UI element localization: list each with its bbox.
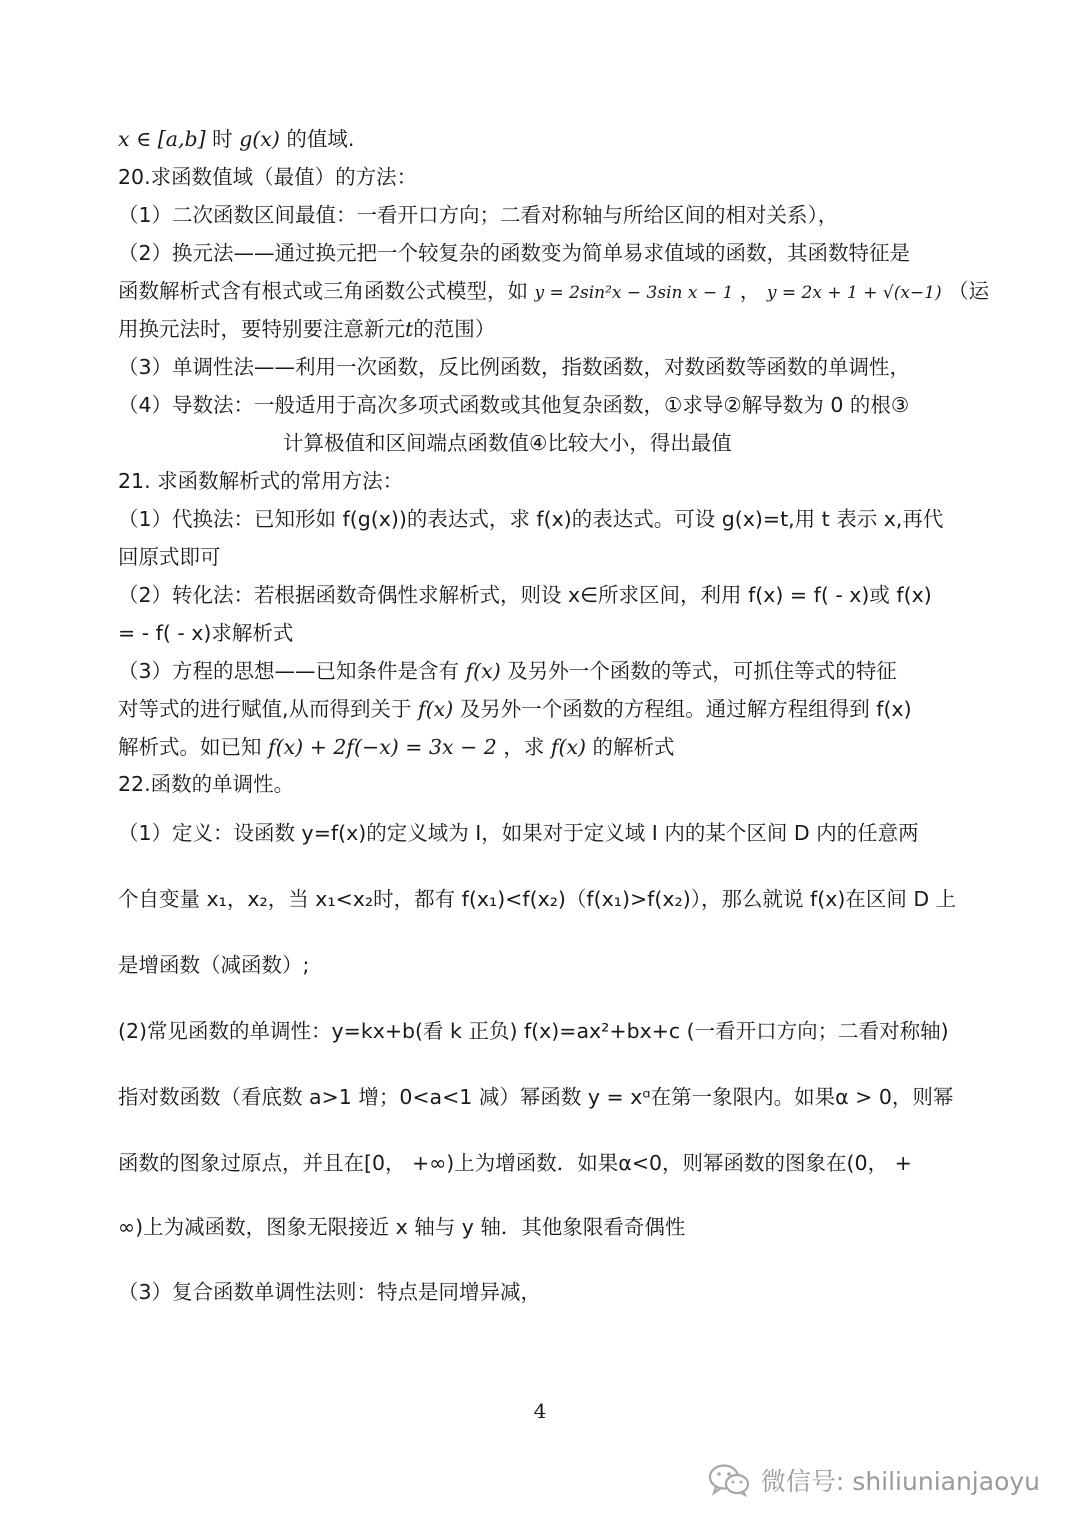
math-expression: y = 2sin²x − 3sin x − 1 xyxy=(534,283,734,303)
text-segment: 的范围） xyxy=(413,317,496,341)
text-line-25: ∞)上为减函数，图象无限接近 x 轴与 y 轴．其他象限看奇偶性 xyxy=(118,1215,686,1239)
text-segment: 时 xyxy=(205,127,240,151)
math-expression: y = 2x + 1 + √(x−1) xyxy=(766,283,942,303)
text-line-19: （1）定义：设函数 y=f(x)的定义域为 I，如果对于定义域 I 内的某个区间 D 内的任意两 xyxy=(118,821,919,845)
text-line-6 xyxy=(118,315,968,343)
text-line-21: 是增函数（减函数）; xyxy=(118,953,310,977)
section-heading-20: 20.求函数值域（最值）的方法： xyxy=(118,165,418,189)
section-heading-21: 21. 求函数解析式的常用方法： xyxy=(118,469,404,493)
text-line-24: 函数的图象过原点，并且在[0， +∞)上为增函数．如果α<0，则幂函数的图象在(0， + xyxy=(118,1151,912,1175)
text-line-5 xyxy=(118,277,990,307)
math-expression: t xyxy=(405,317,414,341)
text-line-26: （3）复合函数单调性法则：特点是同增异减， xyxy=(118,1280,542,1304)
math-expression: x ∈ [a,b] xyxy=(118,127,206,151)
math-expression: g(x) xyxy=(239,127,280,151)
text-line-23: 指对数函数（看底数 a>1 增；0<a<1 减）幂函数 y = xᵅ在第一象限内。如果α > 0，则幂 xyxy=(118,1085,954,1109)
text-line-1 xyxy=(118,125,968,153)
text-line-14: = - f( - x)求解析式 xyxy=(118,621,294,645)
text-segment: 用换元法时，要特别要注意新元 xyxy=(118,317,405,341)
text-line-4: （2）换元法——通过换元把一个较复杂的函数变为简单易求值域的函数，其函数特征是 xyxy=(118,241,911,265)
text-segment: 对等式的进行赋值,从而得到关于 xyxy=(118,697,419,721)
text-line-9: 计算极值和区间端点函数值④比较大小，得出最值 xyxy=(283,431,732,455)
text-segment: （3）方程的思想——已知条件是含有 xyxy=(118,659,466,683)
wechat-icon xyxy=(707,1463,751,1497)
watermark-text: 微信号: shiliunianjaoyu xyxy=(760,1467,1040,1496)
text-segment: 及另外一个函数的等式，可抓住等式的特征 xyxy=(500,659,897,683)
text-segment: 的值域. xyxy=(279,127,355,151)
text-line-8: （4）导数法：一般适用于高次多项式函数或其他复杂函数，①求导②解导数为 0 的根③ xyxy=(118,393,910,417)
text-line-20: 个自变量 x₁，x₂，当 x₁<x₂时，都有 f(x₁)<f(x₂)（f(x₁)>f(x₂)），那么就说 f(x)在区间 D 上 xyxy=(118,887,957,911)
page-number: 4 xyxy=(533,1399,547,1423)
math-expression: f(x) + 2f(−x) = 3x − 2 xyxy=(268,735,497,759)
text-line-13: （2）转化法：若根据函数奇偶性求解析式，则设 x∈所求区间，利用 f(x) = f( - x)或 f(x) xyxy=(118,583,932,607)
text-segment: 函数解析式含有根式或三角函数公式模型，如 xyxy=(118,279,535,303)
text-line-22: (2)常见函数的单调性：y=kx+b(看 k 正负) f(x)=ax²+bx+c (一看开口方向；二看对称轴) xyxy=(118,1019,949,1043)
text-segment: （运 xyxy=(941,279,990,303)
math-expression: f(x) xyxy=(418,697,454,721)
text-line-7: （3）单调性法——利用一次函数，反比例函数，指数函数，对数函数等函数的单调性， xyxy=(118,355,911,379)
text-line-12: 回原式即可 xyxy=(118,545,221,569)
text-line-11: （1）代换法：已知形如 f(g(x))的表达式，求 f(x)的表达式。可设 g(x)=t,用 t 表示 x,再代 xyxy=(118,507,944,531)
text-segment: ， xyxy=(733,279,767,303)
math-expression: f(x) xyxy=(550,735,587,759)
text-segment: 解析式。如已知 xyxy=(118,735,269,759)
text-segment: 的解析式 xyxy=(586,735,675,759)
text-line-17 xyxy=(118,733,968,761)
text-line-15 xyxy=(118,657,968,685)
text-segment: ，求 xyxy=(496,735,551,759)
section-heading-22: 22.函数的单调性。 xyxy=(118,772,295,796)
text-segment: 及另外一个函数的方程组。通过解方程组得到 f(x) xyxy=(453,697,912,721)
watermark xyxy=(707,1462,1040,1498)
math-expression: f(x) xyxy=(465,659,501,683)
text-line-3: （1）二次函数区间最值：一看开口方向；二看对称轴与所给区间的相对关系）， xyxy=(118,203,839,227)
text-line-16 xyxy=(118,695,968,723)
